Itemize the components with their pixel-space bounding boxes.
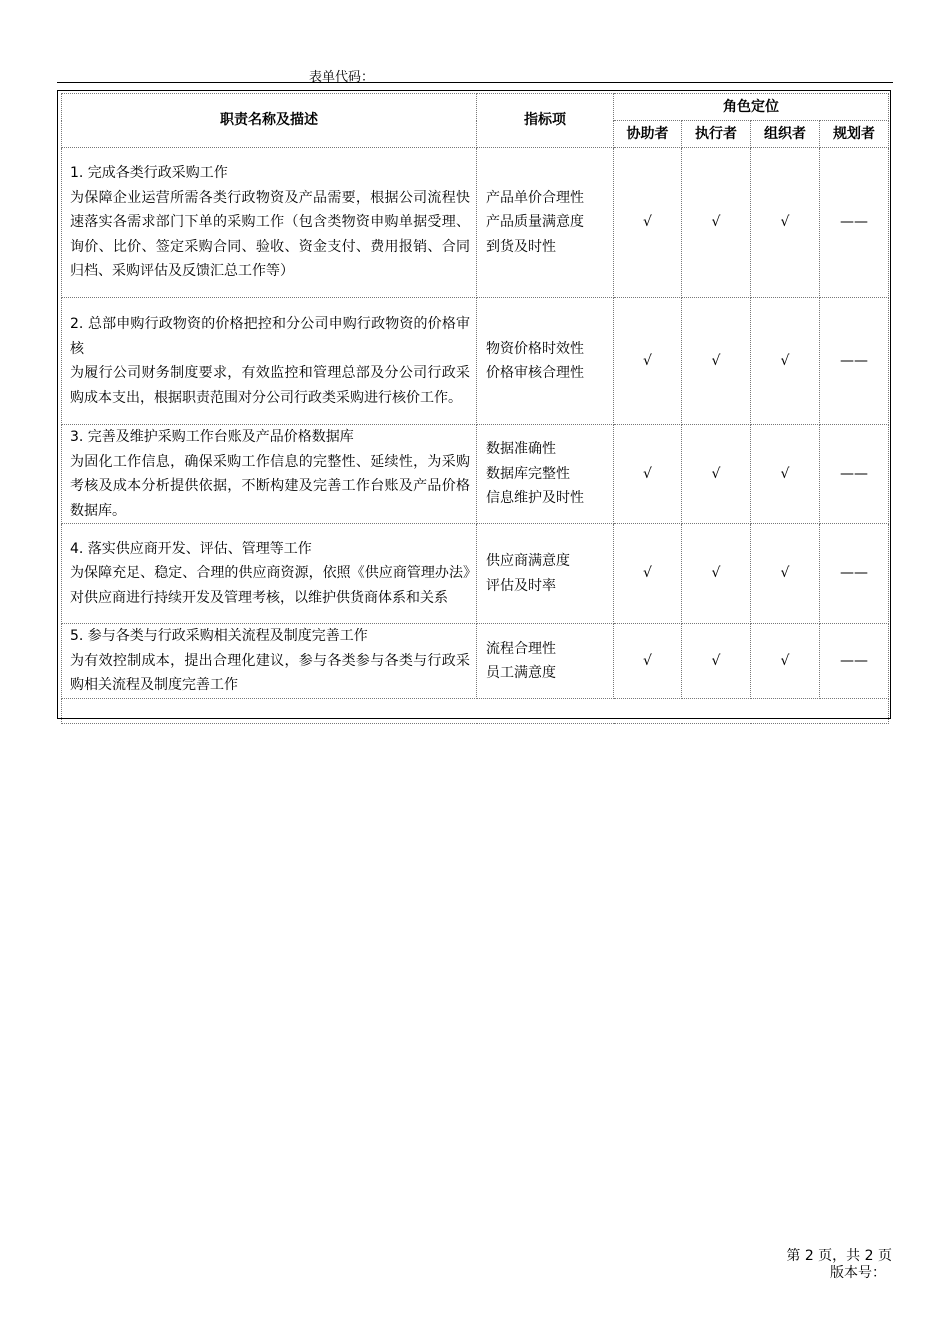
- duty-desc-cell: [62, 298, 477, 425]
- check-mark: √: [751, 524, 820, 624]
- page-number: 第 2 页，共 2 页: [786, 1248, 892, 1264]
- version-label: 版本号：: [830, 1265, 886, 1281]
- duty-body: 为保障充足、稳定、合理的供应商资源，依照《供应商管理办法》对供应商进行持续开发及管理考核，以维护供货商体系和关系: [70, 565, 470, 606]
- indicator-cell: [477, 298, 614, 425]
- duty-desc-cell: [62, 425, 477, 524]
- indicator-item: 供应商满意度: [486, 553, 570, 569]
- duty-title: 3. 完善及维护采购工作台账及产品价格数据库: [70, 429, 354, 445]
- table-row-empty: [62, 699, 889, 724]
- dash-mark: ——: [820, 148, 889, 298]
- check-mark: √: [682, 524, 751, 624]
- duty-title: 2. 总部申购行政物资的价格把控和分公司申购行政物资的价格审核: [70, 316, 470, 357]
- duty-body: 为有效控制成本，提出合理化建议，参与各类参与各类与行政采购相关流程及制度完善工作: [70, 652, 470, 694]
- indicator-item: 物资价格时效性: [486, 340, 584, 357]
- table-row: [62, 148, 889, 298]
- indicator-cell: [477, 425, 614, 524]
- indicator-item: 流程合理性: [486, 640, 556, 657]
- duty-title: 1. 完成各类行政采购工作: [70, 165, 228, 182]
- col-header-role-organizer: 组织者: [751, 121, 820, 148]
- indicator-cell: [477, 524, 614, 624]
- indicator-item: 产品单价合理性: [486, 189, 584, 206]
- indicator-cell: [477, 624, 614, 699]
- duty-table-frame: [57, 90, 891, 719]
- duty-title: 5. 参与各类与行政采购相关流程及制度完善工作: [70, 628, 368, 645]
- indicator-item: 员工满意度: [486, 665, 556, 681]
- indicator-item: 评估及时率: [486, 577, 556, 594]
- col-header-role-group: 角色定位: [614, 94, 889, 121]
- duty-title: 4. 落实供应商开发、评估、管理等工作: [70, 540, 312, 557]
- dash-mark: ——: [820, 298, 889, 425]
- duty-table: [61, 93, 889, 724]
- duty-desc-cell: [62, 524, 477, 624]
- col-header-role-executor: 执行者: [682, 121, 751, 148]
- table-row: [62, 425, 889, 524]
- indicator-cell: [477, 148, 614, 298]
- dash-mark: ——: [820, 425, 889, 524]
- check-mark: √: [682, 624, 751, 699]
- indicator-item: 价格审核合理性: [486, 365, 584, 381]
- indicator-item: 信息维护及时性: [486, 490, 584, 507]
- check-mark: √: [751, 624, 820, 699]
- indicator-item: 数据库完整性: [486, 465, 570, 482]
- indicator-item: 产品质量满意度: [486, 214, 584, 231]
- duty-desc-cell: [62, 624, 477, 699]
- dash-mark: ——: [820, 624, 889, 699]
- check-mark: √: [682, 298, 751, 425]
- col-header-role-planner: 规划者: [820, 121, 889, 148]
- check-mark: √: [751, 148, 820, 298]
- col-header-indicator: 指标项: [477, 94, 614, 148]
- duty-desc-cell: [62, 148, 477, 298]
- check-mark: √: [614, 298, 682, 425]
- duty-body: 为保障企业运营所需各类行政物资及产品需要，根据公司流程快速落实各需求部门下单的采购工作（包含类物资申购单据受理、询价、比价、签定采购合同、验收、资金支付、费用报销、合同归档、采购评估及反馈汇总工作等）: [70, 189, 470, 280]
- check-mark: √: [751, 298, 820, 425]
- indicator-item: 到货及时性: [486, 238, 556, 255]
- check-mark: √: [751, 425, 820, 524]
- table-row: [62, 298, 889, 425]
- col-header-desc: 职责名称及描述: [62, 94, 477, 148]
- check-mark: √: [614, 425, 682, 524]
- indicator-item: 数据准确性: [486, 441, 556, 458]
- table-row: [62, 624, 889, 699]
- table-row: [62, 524, 889, 624]
- empty-cell: [62, 699, 889, 724]
- col-header-role-assistant: 协助者: [614, 121, 682, 148]
- check-mark: √: [682, 425, 751, 524]
- check-mark: √: [614, 624, 682, 699]
- form-code-label: 表单代码：: [309, 70, 375, 85]
- check-mark: √: [614, 524, 682, 624]
- check-mark: √: [682, 148, 751, 298]
- dash-mark: ——: [820, 524, 889, 624]
- check-mark: √: [614, 148, 682, 298]
- duty-body: 为固化工作信息，确保采购工作信息的完整性、延续性，为采购考核及成本分析提供依据，不断构建及完善工作台账及产品价格数据库。: [70, 453, 470, 519]
- header-rule: [57, 82, 893, 83]
- duty-body: 为履行公司财务制度要求，有效监控和管理总部及分公司行政采购成本支出，根据职责范围对分公司行政类采购进行核价工作。: [70, 365, 470, 406]
